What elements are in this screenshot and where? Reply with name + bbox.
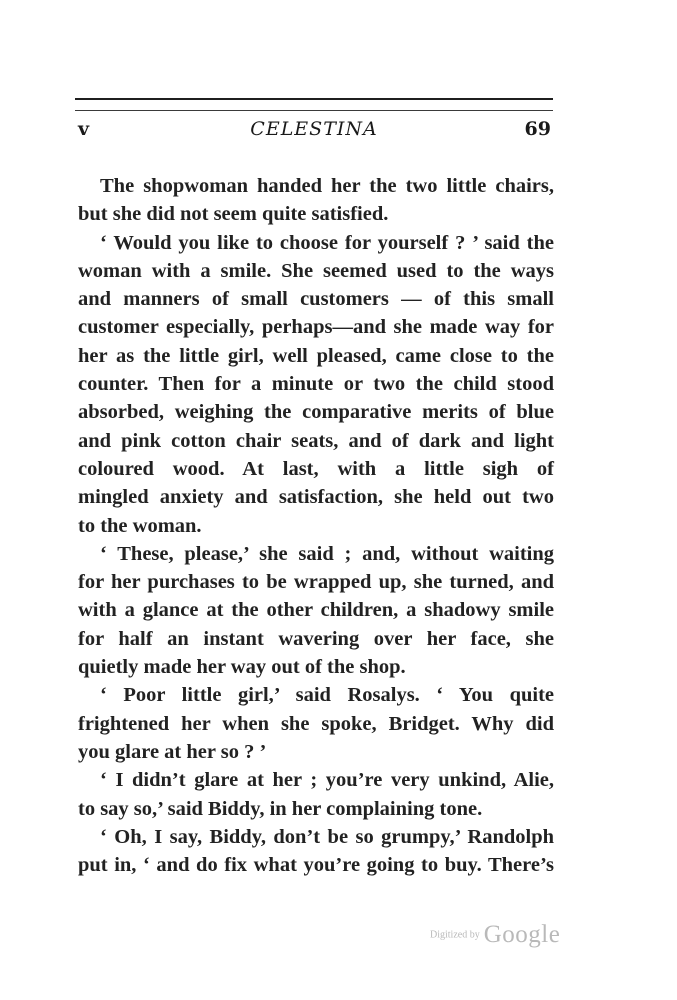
text-line: absorbed, weighing the comparative merits of blue <box>78 401 554 424</box>
digitization-watermark <box>430 921 560 949</box>
running-header <box>75 118 553 144</box>
text-line: coloured wood. At last, with a little sigh of <box>78 457 554 480</box>
watermark-brand: Google <box>483 921 561 948</box>
watermark-prefix: Digitized by <box>430 929 480 941</box>
signature-mark: v <box>78 118 90 140</box>
text-line: counter. Then for a minute or two the child stood <box>78 373 554 396</box>
text-line: to say so,’ said Biddy, in her complaining tone. <box>78 797 483 820</box>
text-line: for her purchases to be wrapped up, she turned, and <box>78 571 554 594</box>
text-line: with a glance at the other children, a shadowy smile <box>78 599 554 622</box>
text-line: ‘ Poor little girl,’ said Rosalys. ‘ You quite <box>100 684 554 707</box>
text-line: woman with a smile. She seemed used to the ways <box>78 259 554 282</box>
text-line: you glare at her so ? ’ <box>78 740 267 763</box>
text-line: ‘ I didn’t glare at her ; you’re very unkind, Alie, <box>100 769 554 792</box>
header-rule-top <box>75 98 553 100</box>
text-line: The shopwoman handed her the two little chairs, <box>100 175 554 197</box>
text-line: and pink cotton chair seats, and of dark and light <box>78 429 554 452</box>
header-rule-bottom <box>75 110 553 111</box>
body-text <box>78 172 554 879</box>
text-line: ‘ Would you like to choose for yourself ? ’ said the <box>100 231 554 254</box>
text-line: put in, ‘ and do fix what you’re going to buy. There’s <box>78 854 554 877</box>
running-title: CELESTINA <box>250 118 378 140</box>
text-line: to the woman. <box>78 514 202 537</box>
text-line: for half an instant wavering over her face, she <box>78 627 554 650</box>
text-line: but she did not seem quite satisfied. <box>78 203 389 226</box>
text-line: ‘ Oh, I say, Biddy, don’t be so grumpy,’ Randolph <box>100 825 554 848</box>
text-line: mingled anxiety and satisfaction, she held out two <box>78 486 554 509</box>
page-number: 69 <box>524 118 551 140</box>
text-line: and manners of small customers — of this small <box>78 288 554 311</box>
text-line: ‘ These, please,’ she said ; and, without waiting <box>100 542 554 565</box>
text-line: her as the little girl, well pleased, came close to the <box>78 344 554 367</box>
text-line: quietly made her way out of the shop. <box>78 656 406 679</box>
text-line: frightened her when she spoke, Bridget. Why did <box>78 712 554 735</box>
text-line: customer especially, perhaps—and she made way for <box>78 316 554 339</box>
